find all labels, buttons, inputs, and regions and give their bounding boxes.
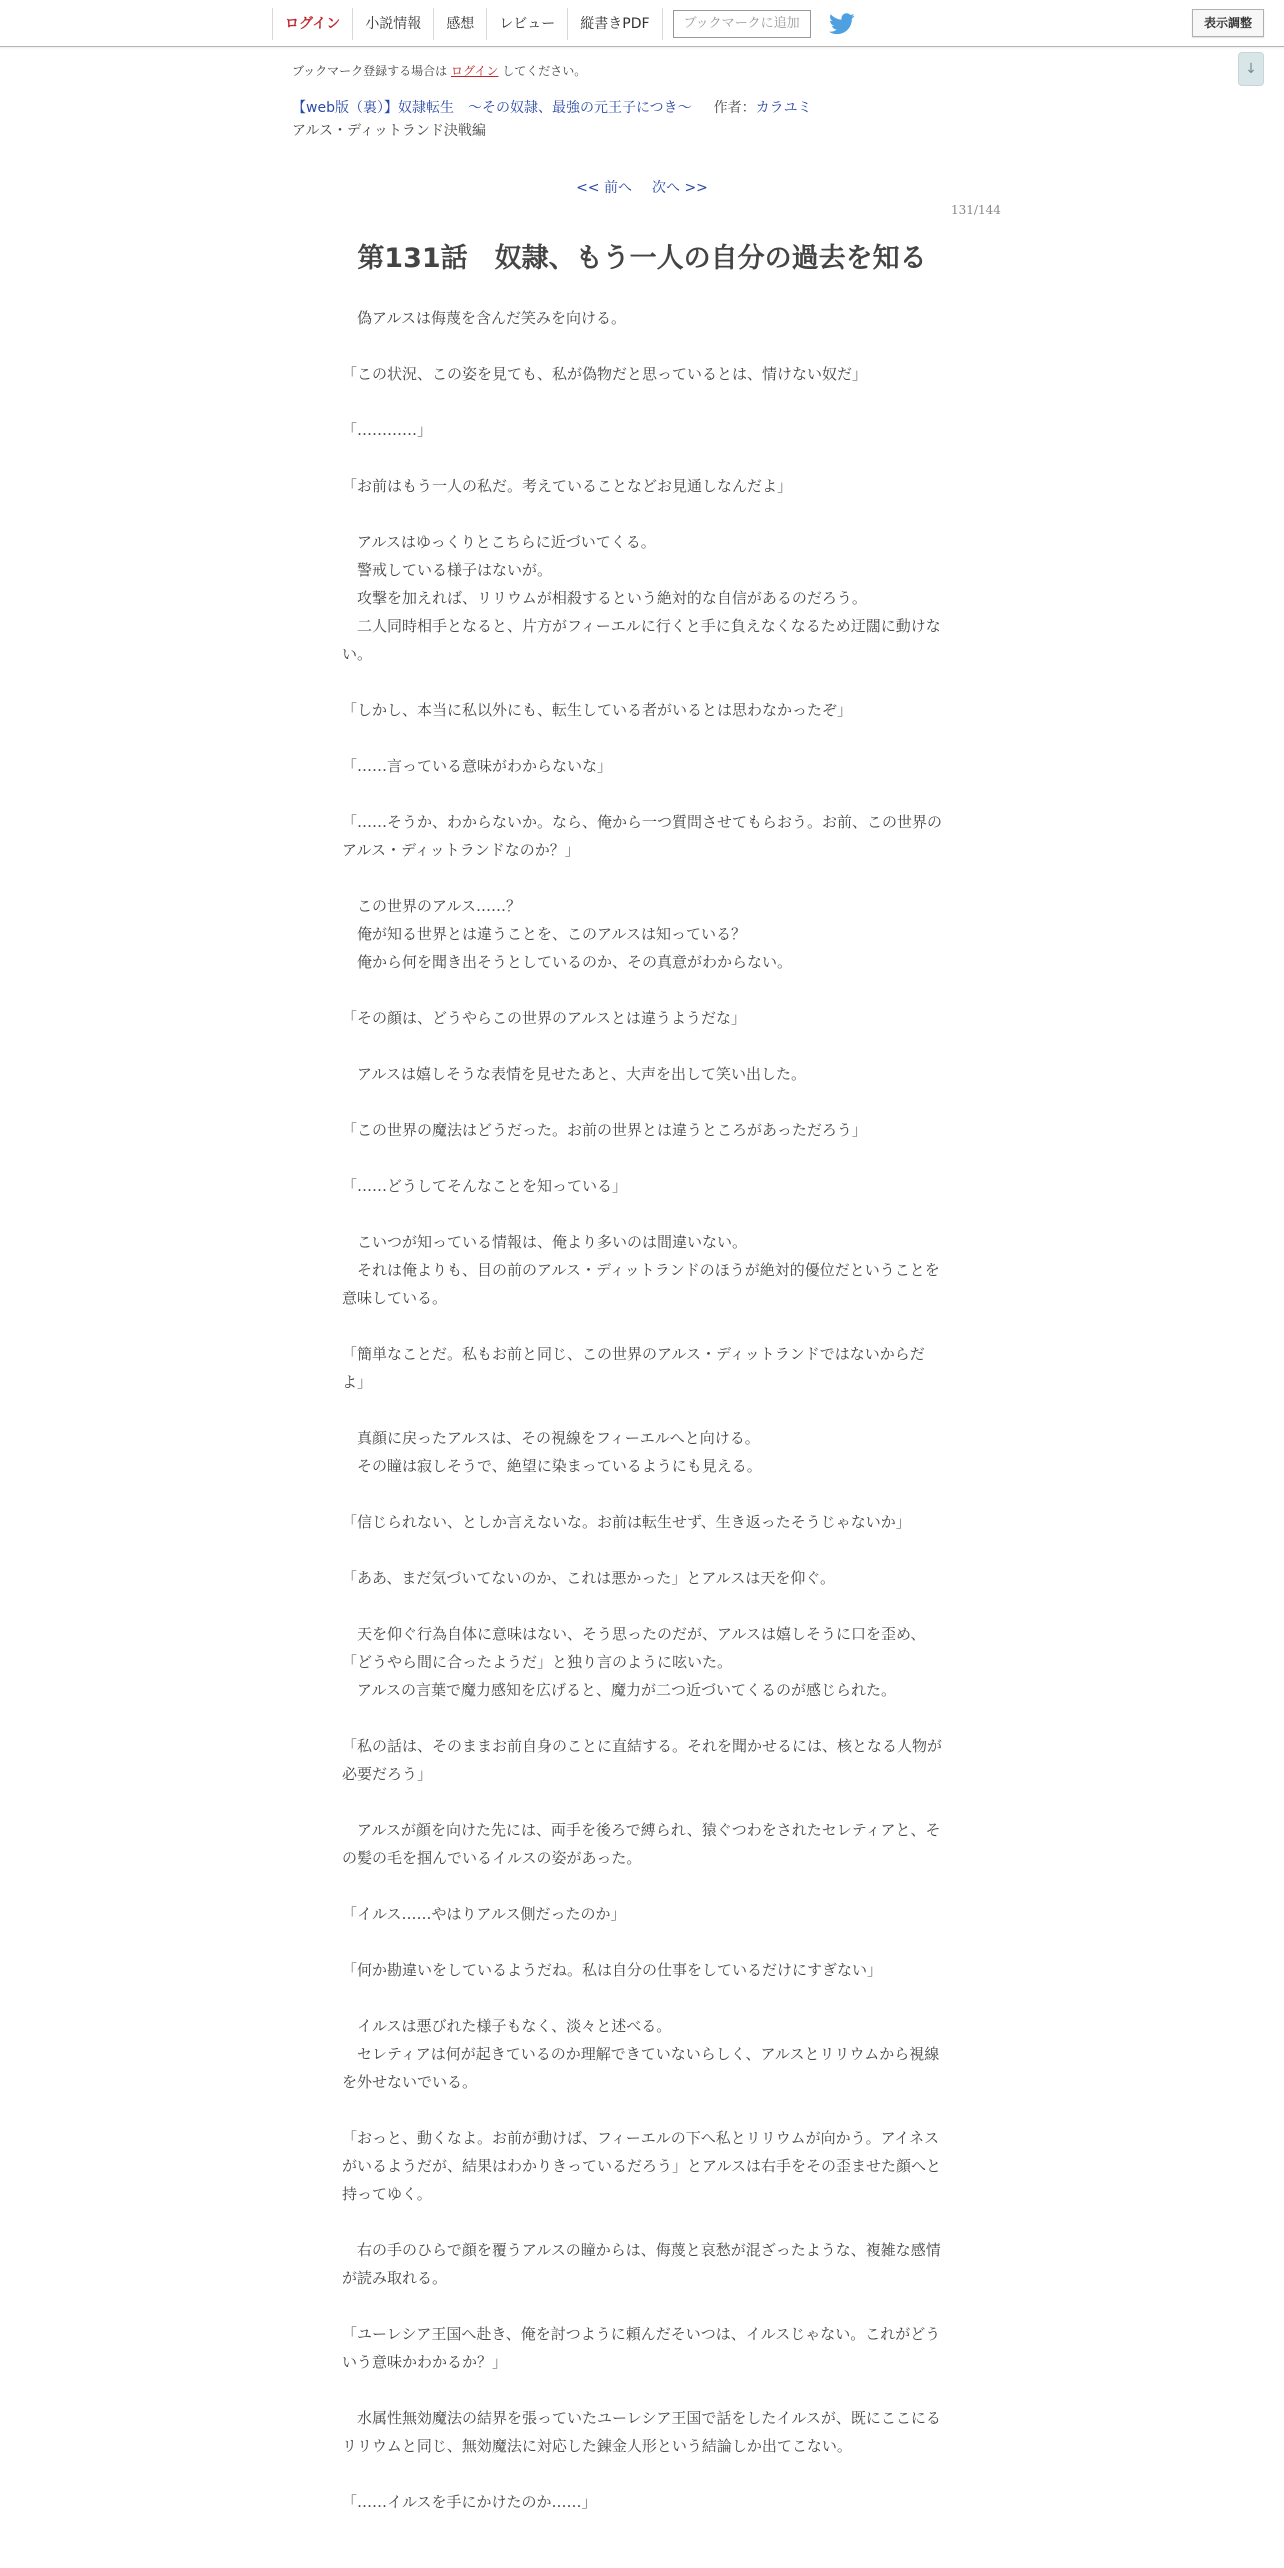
body-paragraph: アルスはゆっくりとこちらに近づいてくる。 [342,533,656,551]
body-paragraph: 「……イルスを手にかけたのか……」 [342,2493,597,2511]
body-paragraph: この世界のアルス……？ [342,897,521,915]
body-paragraph: 「お前はもう一人の私だ。考えていることなどお見通しなんだよ」 [342,477,793,495]
blank-line [342,1200,942,1228]
twitter-icon[interactable] [829,13,855,35]
body-paragraph: 「簡単なことだ。私もお前と同じ、この世界のアルス・ディットランドではないからだよ」 [342,1345,925,1391]
login-link[interactable]: ログイン [272,8,352,40]
body-paragraph: 「……どうしてそんなことを知っている」 [342,1177,628,1195]
body-paragraph: こいつが知っている情報は、俺より多いのは間違いない。 [342,1233,748,1251]
body-paragraph: アルスの言葉で魔力感知を広げると、魔力が二つ近づいてくるのが感じられた。 [342,1681,896,1699]
body-paragraph: 「この世界の魔法はどうだった。お前の世界とは違うところがあっただろう」 [342,1121,867,1139]
body-paragraph: セレティアは何が起きているのか理解できていないらしく、アルスとリリウムから視線を外せないでいる。 [342,2045,940,2091]
blank-line [342,976,942,1004]
novel-info-link[interactable]: 小説情報 [352,8,433,40]
body-paragraph: 二人同時相手となると、片方がフィーエルに行くと手に負えなくなるため迂闊に動けない。 [342,617,941,663]
blank-line [342,1144,942,1172]
body-paragraph: 偽アルスは侮蔑を含んだ笑みを向ける。 [342,309,626,327]
blank-line [342,724,942,752]
body-paragraph: それは俺よりも、目の前のアルス・ディットランドのほうが絶対的優位だということを意味している。 [342,1261,940,1307]
body-paragraph: その瞳は寂しそうで、絶望に染まっているようにも見える。 [342,1457,762,1475]
body-paragraph: 俺が知る世界とは違うことを、このアルスは知っている？ [342,925,746,943]
body-paragraph: 「イルス……やはりアルス側だったのか」 [342,1905,626,1923]
blank-line [342,2376,942,2404]
blank-line [342,1396,942,1424]
series-info [292,97,812,117]
bookmark-note-suffix: してください。 [502,64,587,78]
blank-line [342,1872,942,1900]
body-paragraph: 天を仰ぐ行為自体に意味はない、そう思ったのだが、アルスは嬉しそうに口を歪め、「どうやら間に合ったようだ」と独り言のように呟いた。 [342,1625,926,1671]
body-paragraph: 「その顔は、どうやらこの世界のアルスとは違うようだな」 [342,1009,746,1027]
bookmark-note-login-link[interactable]: ログイン [451,64,499,78]
body-paragraph: イルスは悪びれた様子もなく、淡々と述べる。 [342,2017,672,2035]
chapter-title: 第131話 奴隷、もう一人の自分の過去を知る [357,243,927,274]
prev-chapter-link[interactable]: << 前へ [576,180,632,196]
next-chapter-link[interactable]: 次へ >> [652,180,708,196]
blank-line [342,2208,942,2236]
blank-line [342,2460,942,2488]
body-paragraph: 「……言っている意味がわからないな」 [342,757,613,775]
blank-line [342,1032,942,1060]
bookmark-login-note [292,62,586,79]
body-paragraph: 「私の話は、そのままお前自身のことに直結する。それを聞かせるには、核となる人物が必要だろう」 [342,1737,943,1783]
blank-line [342,332,942,360]
twitter-bird-svg [829,13,855,35]
blank-line [342,1536,942,1564]
blank-line [342,864,942,892]
bookmark-note-prefix: ブックマーク登録する場合は [292,64,448,78]
top-navigation-bar [0,0,1284,47]
blank-line [342,500,942,528]
body-paragraph: 「ああ、まだ気づいてないのか、これは悪かった」とアルスは天を仰ぐ。 [342,1569,836,1587]
body-paragraph: 俺から何を聞き出そうとしているのか、その真意がわからない。 [342,953,793,971]
display-settings-button[interactable]: 表示調整 [1192,9,1264,37]
body-paragraph: 真顔に戻ったアルスは、その視線をフィーエルへと向ける。 [342,1429,760,1447]
review-link[interactable]: レビュー [486,8,567,40]
body-paragraph: 「信じられない、としか言えないな。お前は転生せず、生き返ったそうじゃないか」 [342,1513,911,1531]
chapter-group-title: アルス・ディットランド決戦編 [292,123,486,139]
blank-line [342,2292,942,2320]
blank-line [342,388,942,416]
add-bookmark-button[interactable]: ブックマークに追加 [673,10,811,38]
blank-line [342,1480,942,1508]
scroll-down-button[interactable]: ↓ [1238,52,1264,86]
blank-line [342,1088,942,1116]
body-paragraph: 水属性無効魔法の結界を張っていたユーレシア王国で話をしたイルスが、既にここにるリリウムと同じ、無効魔法に対応した錬金人形という結論しか出てこない。 [342,2409,941,2455]
novel-body [342,304,942,2516]
author-label: 作者： [713,100,756,116]
body-paragraph: アルスは嬉しそうな表情を見せたあと、大声を出して笑い出した。 [342,1065,806,1083]
body-paragraph: アルスが顔を向けた先には、両手を後ろで縛られ、猿ぐつわをされたセレティアと、その髪の毛を掴んでいるイルスの姿があった。 [342,1821,941,1867]
blank-line [342,1312,942,1340]
author-link[interactable]: カラユミ [755,100,812,116]
body-paragraph: 「……そうか、わからないか。なら、俺から一つ質問させてもらおう。お前、この世界のアルス・ディットランドなのか？」 [342,813,943,859]
blank-line [342,444,942,472]
blank-line [342,1984,942,2012]
body-paragraph: 「ユーレシア王国へ赴き、俺を討つように頼んだそいつは、イルスじゃない。これがどういう意味かわかるか？」 [342,2325,941,2371]
blank-line [342,1592,942,1620]
top-nav [272,8,855,40]
series-title-link[interactable]: 【web版（裏）】奴隷転生 ～その奴隷、最強の元王子につき～ [292,100,692,116]
body-paragraph: 「この状況、この姿を見ても、私が偽物だと思っているとは、情けない奴だ」 [342,365,868,383]
blank-line [342,2096,942,2124]
blank-line [342,1788,942,1816]
impressions-link[interactable]: 感想 [433,8,486,40]
chapter-pager [0,177,1284,197]
body-paragraph: 警戒している様子はないが。 [342,561,553,579]
vertical-pdf-link[interactable]: 縦書きPDF [567,8,662,40]
blank-line [342,780,942,808]
blank-line [342,1928,942,1956]
body-paragraph: 「しかし、本当に私以外にも、転生している者がいるとは思わなかったぞ」 [342,701,853,719]
body-paragraph: 攻撃を加えれば、リリウムが相殺するという絶対的な自信があるのだろう。 [342,589,867,607]
page-count: 131/144 [951,203,1001,217]
body-paragraph: 「何か勘違いをしているようだね。私は自分の仕事をしているだけにすぎない」 [342,1961,883,1979]
body-paragraph: 「…………」 [342,421,433,439]
blank-line [342,668,942,696]
body-paragraph: 「おっと、動くなよ。お前が動けば、フィーエルの下へ私とリリウムが向かう。アイネスがいるようだが、結果はわかりきっているだろう」とアルスは右手をその歪ませた顔へと持ってゆく。 [342,2129,941,2203]
blank-line [342,1704,942,1732]
body-paragraph: 右の手のひらで顔を覆うアルスの瞳からは、侮蔑と哀愁が混ざったような、複雑な感情が読み取れる。 [342,2241,941,2287]
